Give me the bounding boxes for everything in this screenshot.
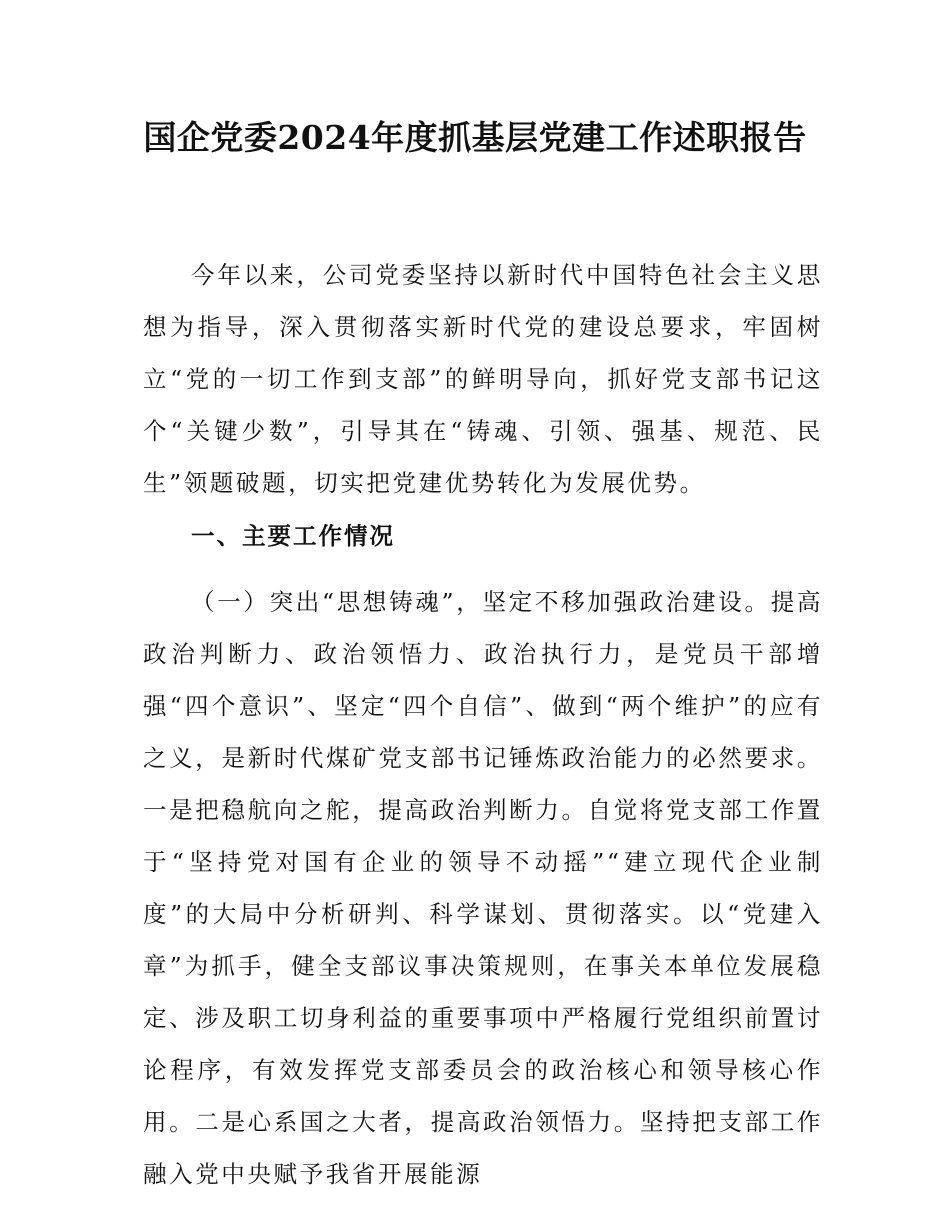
section-paragraph: （一）突出“思想铸魂”，坚定不移加强政治建设。提高政治判断力、政治领悟力、政治执行力，是党员干部增强“四个意识”、坚定“四个自信”、做到“两个维护”的应有之义，是新时代煤矿党支部书记锤炼政治能力的必然要求。一是把稳航向之舵，提高政治判断力。自觉将党支部工作置于“坚持党对国有企业的领导不动摇”“建立现代企业制度”的大局中分析研判、科学谋划、贯彻落实。以“党建入章”为抓手，健全支部议事决策规则，在事关本单位发展稳定、涉及职工切身利益的重要事项中严格履行党组织前置讨论程序，有效发挥党支部委员会的政治核心和领导核心作用。二是心系国之大者，提高政治领悟力。坚持把支部工作融入党中央赋予我省开展能源 — [143, 588, 823, 1188]
intro-paragraph: 今年以来，公司党委坚持以新时代中国特色社会主义思想为指导，深入贯彻落实新时代党的建设总要求，牢固树立“党的一切工作到支部”的鲜明导向，抓好党支部书记这个“关键少数”，引导其在“铸魂、引领、强基、规范、民生”领题破题，切实把党建优势转化为发展优势。 — [143, 261, 823, 497]
section-heading: 一、主要工作情况 — [191, 522, 395, 550]
document-title: 国企党委2024年度抓基层党建工作述职报告 — [143, 118, 807, 157]
